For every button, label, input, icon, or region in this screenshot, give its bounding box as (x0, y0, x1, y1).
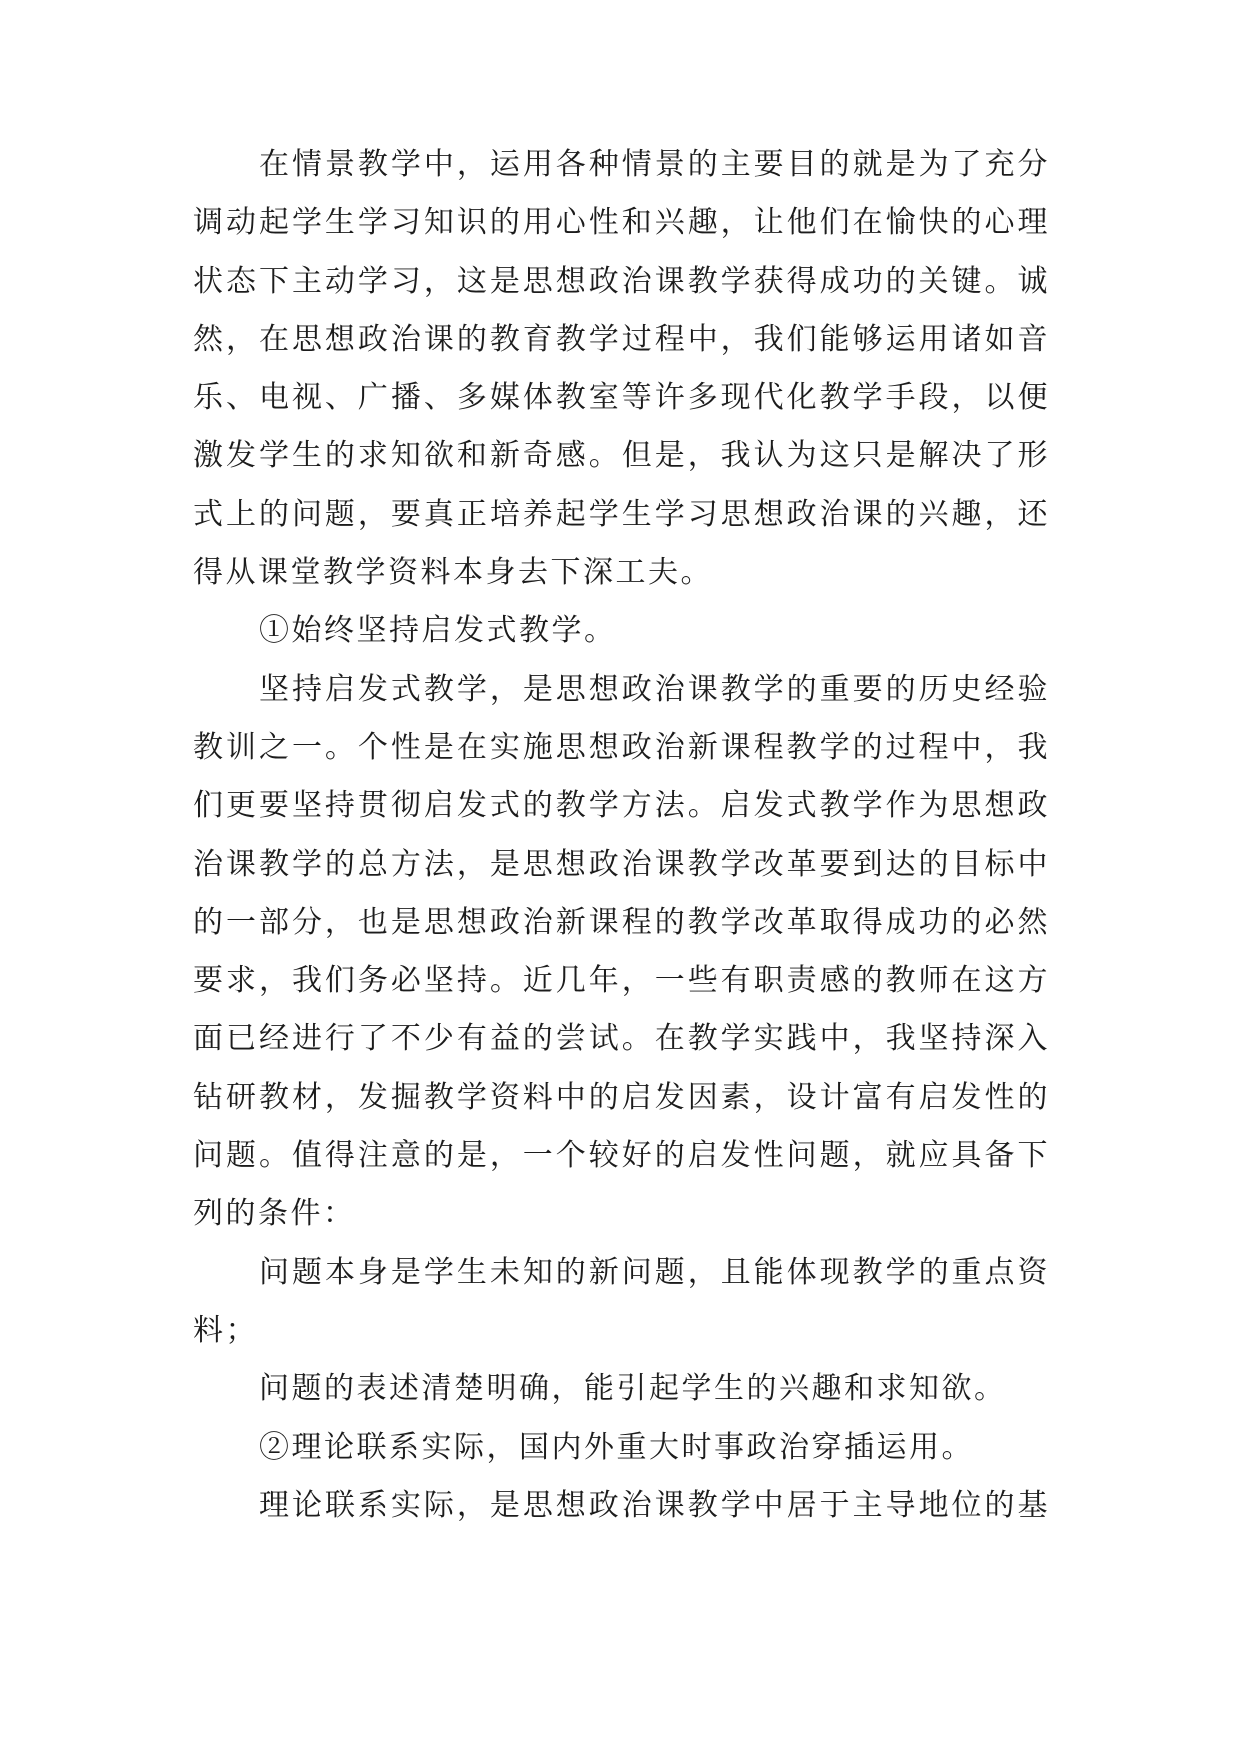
text-line: ①始终坚持启发式教学。 (259, 613, 617, 649)
text-line: 钻研教材，发掘教学资料中的启发因素，设计富有启发性的 (193, 1079, 1050, 1115)
text-line: 问题本身是学生未知的新问题，且能体现教学的重点资 (259, 1254, 1050, 1290)
text-line: 坚持启发式教学，是思想政治课教学的重要的历史经验 (259, 671, 1050, 707)
text-line: 问题。值得注意的是，一个较好的启发性问题，就应具备下 (193, 1138, 1050, 1174)
text-line: 在情景教学中，运用各种情景的主要目的就是为了充分 (259, 147, 1050, 182)
text-line: 乐、电视、广播、多媒体教室等许多现代化教学手段，以便 (193, 380, 1050, 416)
text-line: 面已经进行了不少有益的尝试。在教学实践中，我坚持深入 (193, 1021, 1050, 1057)
text-line: 料； (193, 1312, 258, 1348)
paragraph (193, 661, 1050, 1244)
text-line: 激发学生的求知欲和新奇感。但是，我认为这只是解决了形 (193, 438, 1050, 474)
text-line: 们更要坚持贯彻启发式的教学方法。启发式教学作为思想政 (193, 788, 1050, 824)
paragraph (193, 1477, 1050, 1535)
text-line: ②理论联系实际，国内外重大时事政治穿插运用。 (259, 1429, 974, 1465)
text-line: 状态下主动学习，这是思想政治课教学获得成功的关键。诚 (193, 263, 1050, 299)
document-body (193, 136, 1050, 1535)
text-line: 列的条件： (193, 1196, 356, 1232)
text-line: 然，在思想政治课的教育教学过程中，我们能够运用诸如音 (193, 321, 1050, 357)
text-line: 理论联系实际，是思想政治课教学中居于主导地位的基 (259, 1487, 1050, 1523)
text-line: 要求，我们务必坚持。近几年，一些有职责感的教师在这方 (193, 963, 1050, 999)
paragraph (193, 602, 1050, 660)
text-line: 调动起学生学习知识的用心性和兴趣，让他们在愉快的心理 (193, 205, 1050, 241)
text-line: 治课教学的总方法，是思想政治课教学改革要到达的目标中 (193, 846, 1050, 882)
text-line: 教训之一。个性是在实施思想政治新课程教学的过程中，我 (193, 729, 1050, 765)
paragraph (193, 1244, 1050, 1361)
text-line: 得从课堂教学资料本身去下深工夫。 (193, 555, 713, 591)
paragraph (193, 1419, 1050, 1477)
paragraph (193, 1360, 1050, 1418)
text-line: 的一部分，也是思想政治新课程的教学改革取得成功的必然 (193, 904, 1050, 940)
paragraph (193, 136, 1050, 602)
text-line: 式上的问题，要真正培养起学生学习思想政治课的兴趣，还 (193, 496, 1050, 532)
text-line: 问题的表述清楚明确，能引起学生的兴趣和求知欲。 (259, 1371, 1007, 1407)
